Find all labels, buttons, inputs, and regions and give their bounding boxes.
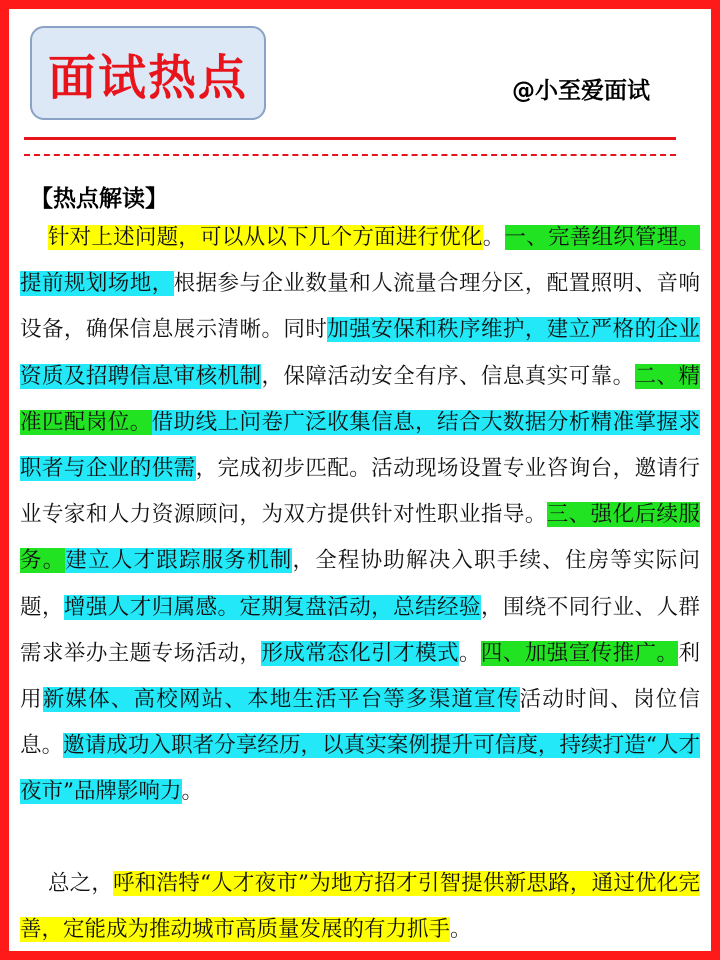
- text-run: 增强人才归属感。定期复盘活动，总结经验: [63, 594, 481, 620]
- page-title: 面试热点: [47, 49, 248, 106]
- divider-solid: [24, 137, 676, 140]
- text-run: 根据参与企业数量和人流量合理分区，配置照明、音响设备，确保信息展示清晰。同时: [20, 271, 700, 343]
- text-run: ，围绕不同行业、人群需求举办主题专场活动，: [20, 594, 700, 666]
- text-run: 活动时间、岗位信息。: [20, 687, 700, 759]
- text-run: 形成常态化引才模式: [261, 640, 459, 666]
- text-run: 。: [181, 779, 204, 805]
- text-run: 建立人才跟踪服务机制: [65, 548, 293, 574]
- text-run: 邀请成功入职者分享经历，以真实案例提升可信度，持续打造“人才夜市”品牌影响力: [20, 733, 700, 805]
- text-run: 二、精准匹配岗位。: [20, 363, 700, 435]
- text-run: 一、完善组织管理。: [504, 225, 700, 250]
- text-run: 借助线上问卷广泛收集信息，结合大数据分析精准掌握求职者与企业的供需: [20, 409, 700, 482]
- text-run: 新媒体、高校网站、本地生活平台等多渠道宣传: [42, 687, 520, 713]
- text-run: ，全程协助解决入职手续、住房等实际问题，: [20, 548, 700, 620]
- text-run: 。: [450, 917, 472, 943]
- text-run: 总之，: [47, 871, 114, 896]
- paragraph-2: [20, 861, 700, 953]
- text-run: 呼和浩特“人才夜市”为地方招才引智提供新思路，通过优化完善，定能成为推动城市高质量发展的有力抓手: [20, 871, 700, 943]
- text-run: 利用: [20, 640, 700, 713]
- section-heading: 【热点解读】: [30, 185, 168, 212]
- author-handle: @小至爱面试: [512, 78, 650, 104]
- text-run: 针对上述问题，可以从以下几个方面进行优化: [47, 225, 483, 250]
- text-run: 。: [458, 640, 481, 666]
- text-run: 四、加强宣传推广。: [480, 640, 679, 666]
- text-run: 三、强化后续服务。: [20, 502, 700, 574]
- divider-dashed: [24, 154, 676, 156]
- text-run: 提前规划场地，: [20, 271, 174, 297]
- paragraph-1: [20, 215, 700, 816]
- title-badge: [30, 26, 266, 120]
- text-run: 。: [482, 225, 505, 250]
- text-run: ，保障活动安全有序、信息真实可靠。: [261, 363, 635, 389]
- text-run: 加强安保和秩序维护，建立严格的企业资质及招聘信息审核机制: [20, 317, 700, 389]
- text-run: ，完成初步匹配。活动现场设置专业咨询台，邀请行业专家和人力资源顾问，为双方提供针对性职业指导。: [20, 456, 700, 528]
